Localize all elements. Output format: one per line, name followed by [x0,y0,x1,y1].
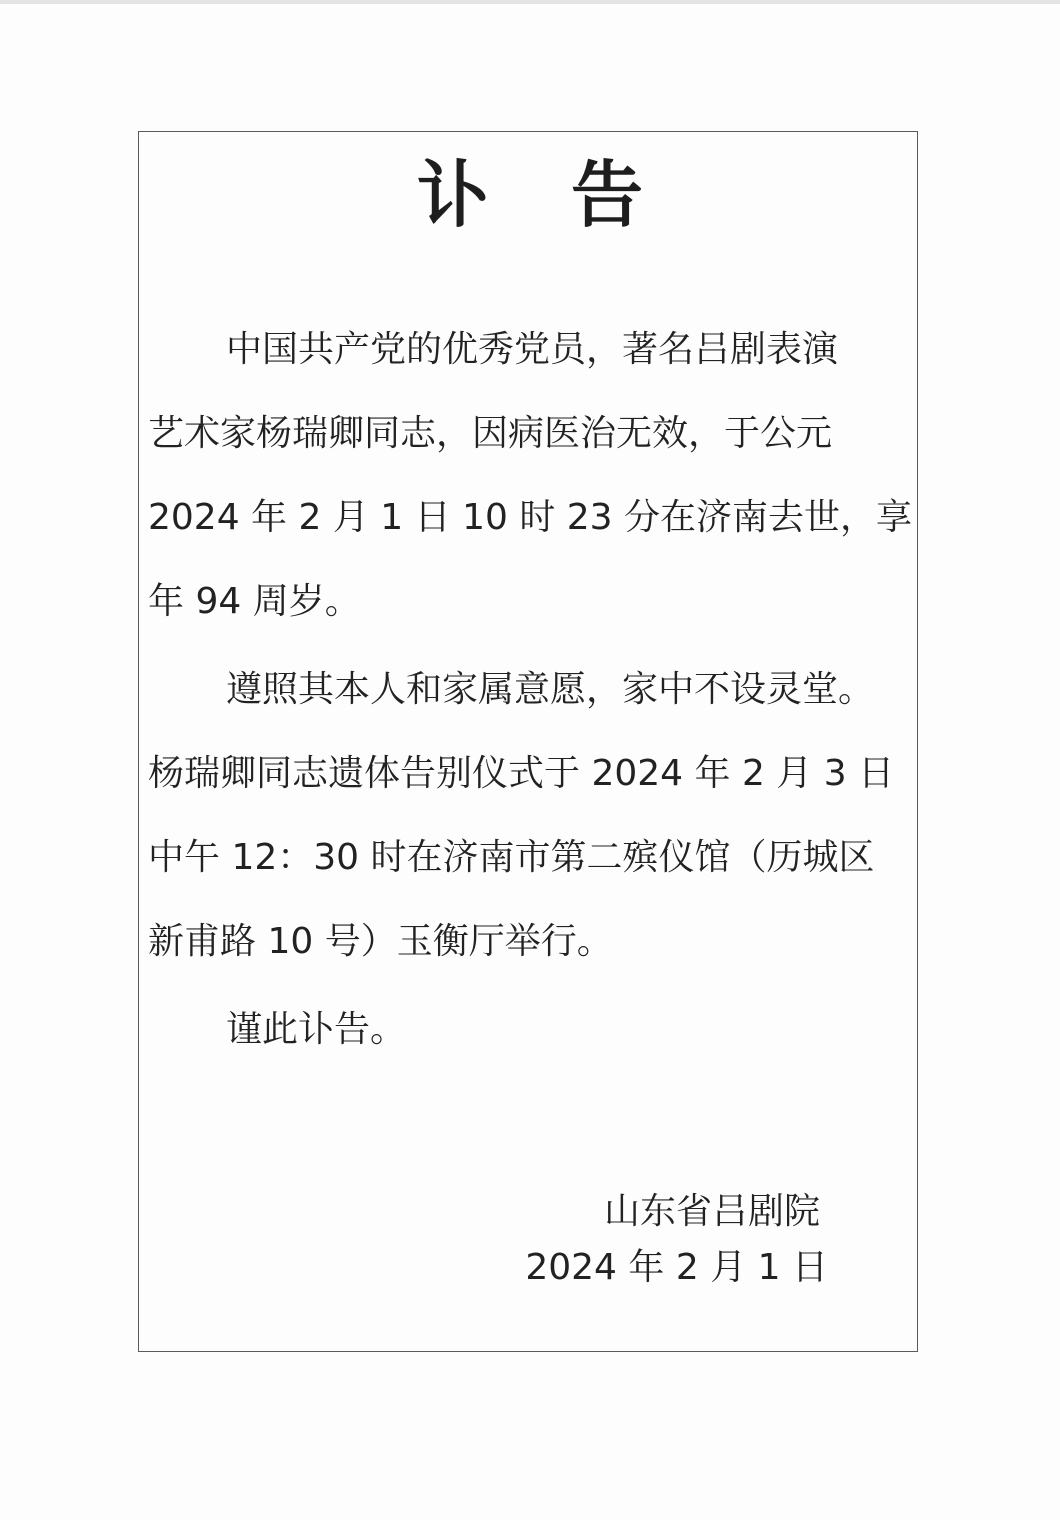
paragraph-line: 艺术家杨瑞卿同志，因病医治无效，于公元 [148,413,833,454]
signature-date: 2024 年 2 月 1 日 [525,1247,828,1288]
paragraph-line: 谨此讣告。 [226,1009,407,1050]
paragraph-line: 2024 年 2 月 1 日 10 时 23 分在济南去世，享 [148,497,913,538]
paragraph-line: 年 94 周岁。 [148,581,361,622]
paragraph-line: 中午 12：30 时在济南市第二殡仪馆（历城区 [148,837,875,878]
paragraph-line: 中国共产党的优秀党员，著名吕剧表演 [226,329,839,370]
notice-paragraph-farewell-ceremony [148,648,913,984]
paragraph-line: 遵照其本人和家属意愿，家中不设灵堂。 [226,669,875,710]
notice-paragraph-death-announcement [148,308,913,644]
notice-paragraph-closing [148,988,913,1072]
notice-title: 讣告 [416,153,725,237]
scan-edge [0,0,1060,4]
signature-organization: 山东省吕剧院 [603,1191,820,1232]
paragraph-line: 新甫路 10 号）玉衡厅举行。 [148,921,613,962]
paragraph-line: 杨瑞卿同志遗体告别仪式于 2024 年 2 月 3 日 [148,753,895,794]
